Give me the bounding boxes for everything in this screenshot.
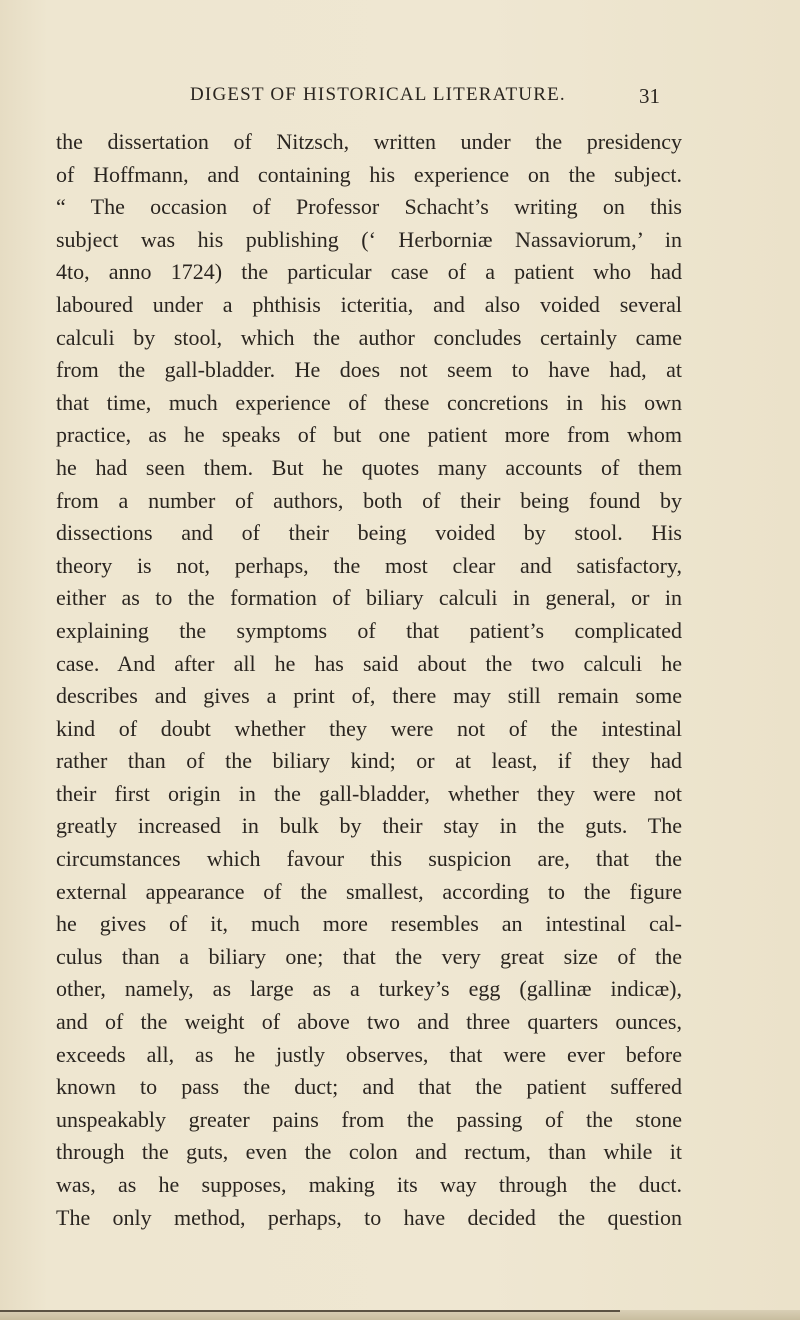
text-line: the dissertation of Nitzsch, written under the presidency bbox=[56, 129, 682, 154]
text-line: through the guts, even the colon and rectum, than while it bbox=[56, 1139, 682, 1165]
text-line: he gives of it, much more resembles an intestinal cal- bbox=[56, 911, 682, 937]
page-number: 31 bbox=[639, 84, 660, 108]
text-line: greatly increased in bulk by their stay in the guts. The bbox=[56, 813, 682, 839]
text-line: theory is not, perhaps, the most clear and satisfactory, bbox=[56, 552, 682, 578]
text-line: from the gall-bladder. He does not seem to have had, at bbox=[56, 357, 682, 383]
text-line: unspeakably greater pains from the passing of the stone bbox=[56, 1106, 682, 1132]
text-line: “ The occasion of Professor Schacht’s writing on this bbox=[56, 194, 682, 220]
text-line: 4to, anno 1724) the particular case of a patient who had bbox=[56, 259, 682, 285]
text-line: known to pass the duct; and that the patient suffered bbox=[56, 1074, 682, 1100]
text-line: their first origin in the gall-bladder, whether they were not bbox=[56, 780, 682, 806]
text-line: kind of doubt whether they were not of the intestinal bbox=[56, 715, 682, 741]
text-line: other, namely, as large as a turkey’s egg (gallinæ indicæ), bbox=[56, 976, 682, 1002]
text-line: and of the weight of above two and three quarters ounces, bbox=[56, 1009, 682, 1035]
text-line: of Hoffmann, and containing his experience on the subject. bbox=[56, 161, 682, 187]
text-line: external appearance of the smallest, according to the figure bbox=[56, 878, 682, 904]
body-text bbox=[56, 126, 682, 1234]
text-line: describes and gives a print of, there may still remain some bbox=[56, 683, 682, 709]
text-line: practice, as he speaks of but one patient more from whom bbox=[56, 422, 682, 448]
text-line: subject was his publishing (‘ Herborniæ Nassaviorum,’ in bbox=[56, 226, 682, 252]
text-line: either as to the formation of biliary calculi in general, or in bbox=[56, 585, 682, 611]
text-line: The only method, perhaps, to have decided the question bbox=[56, 1204, 682, 1230]
text-line: calculi by stool, which the author concludes certainly came bbox=[56, 324, 682, 350]
text-line: circumstances which favour this suspicion are, that the bbox=[56, 846, 682, 872]
text-line: laboured under a phthisis icteritia, and also voided several bbox=[56, 291, 682, 317]
text-line: from a number of authors, both of their being found by bbox=[56, 487, 682, 513]
running-head: DIGEST OF HISTORICAL LITERATURE. bbox=[190, 84, 566, 105]
text-line: case. And after all he has said about the two calculi he bbox=[56, 650, 682, 676]
text-line: exceeds all, as he justly observes, that were ever before bbox=[56, 1041, 682, 1067]
text-line: dissections and of their being voided by stool. His bbox=[56, 520, 682, 546]
text-line: culus than a biliary one; that the very great size of the bbox=[56, 943, 682, 969]
page-edge-line bbox=[0, 1310, 620, 1312]
page-header bbox=[140, 80, 660, 114]
text-line: rather than of the biliary kind; or at least, if they had bbox=[56, 748, 682, 774]
text-line: he had seen them. But he quotes many accounts of them bbox=[56, 454, 682, 480]
text-line: that time, much experience of these concretions in his own bbox=[56, 389, 682, 415]
text-line: was, as he supposes, making its way through the duct. bbox=[56, 1172, 682, 1197]
text-line: explaining the symptoms of that patient’s complicated bbox=[56, 617, 682, 643]
